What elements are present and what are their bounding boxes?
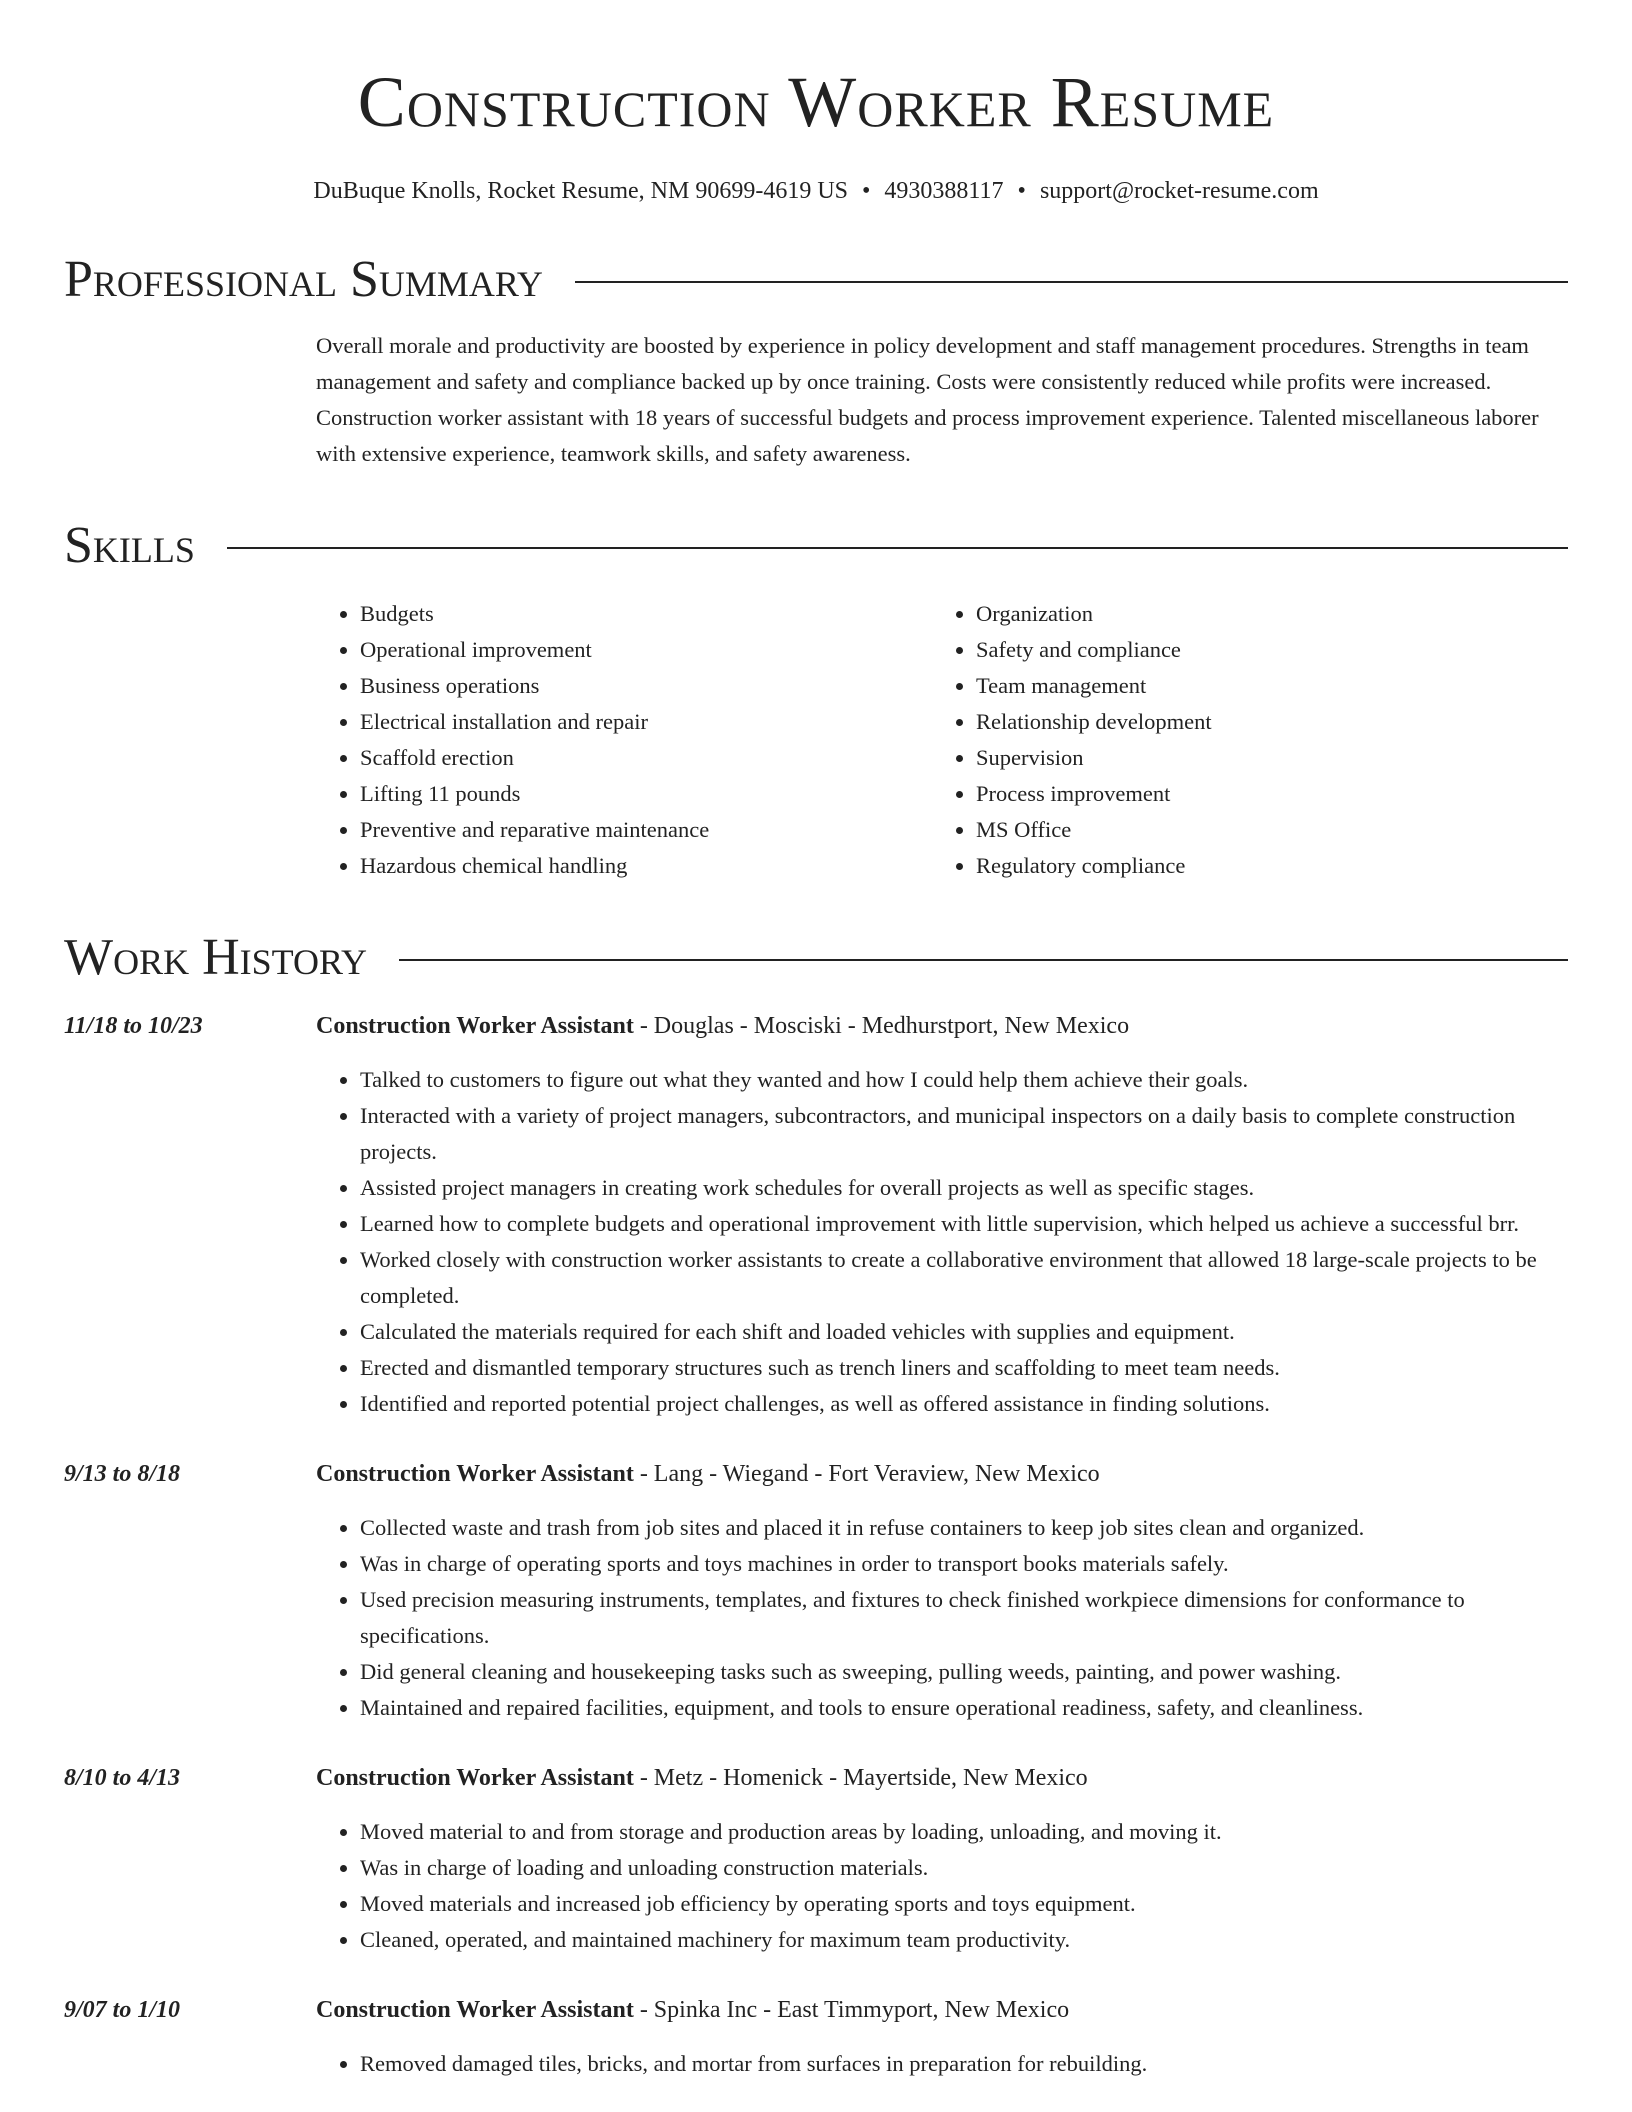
skills-column-right	[932, 596, 1548, 884]
job-bullets	[316, 1062, 1568, 1422]
job-header	[64, 1010, 1568, 1042]
resume-title: Construction Worker Resume	[357, 62, 1275, 142]
list-item: • Organization	[976, 596, 1548, 632]
job-entry	[64, 1458, 1568, 1726]
job-title: Construction Worker Assistant	[316, 1765, 634, 1791]
list-item: • Cleaned, operated, and maintained machinery for maximum team productivity.	[360, 1922, 1568, 1958]
work-heading: Work History	[64, 929, 368, 986]
list-item: • Preventive and reparative maintenance	[360, 812, 932, 848]
list-item: • Electrical installation and repair	[360, 704, 932, 740]
job-dates: 8/10 to 4/13	[64, 1765, 181, 1791]
section-divider	[399, 959, 1568, 961]
skills-section-header	[64, 516, 1568, 576]
job-title-line	[316, 1994, 1069, 2026]
job-bullet-list	[316, 1510, 1568, 1726]
list-item: • Interacted with a variety of project managers, subcontractors, and municipal inspectors on a daily basis to complete construction projects.	[360, 1098, 1568, 1170]
job-company: - Metz - Homenick - Mayertside, New Mexico	[633, 1765, 1088, 1791]
job-dates: 9/13 to 8/18	[64, 1461, 181, 1487]
list-item: • Lifting 11 pounds	[360, 776, 932, 812]
list-item: • Relationship development	[976, 704, 1548, 740]
job-title-line	[316, 1010, 1129, 1042]
job-bullets	[316, 1510, 1568, 1726]
contact-email: support@rocket-resume.com	[1039, 178, 1319, 204]
list-item: • Process improvement	[976, 776, 1548, 812]
skills-right-list	[932, 596, 1548, 884]
list-item: • Team management	[976, 668, 1548, 704]
section-divider	[227, 547, 1568, 549]
list-item: • Worked closely with construction worker assistants to create a collaborative environment that allowed 18 large-scale projects to be completed.	[360, 1242, 1568, 1314]
contact-separator: •	[1017, 178, 1026, 204]
job-company: - Douglas - Mosciski - Medhurstport, New Mexico	[633, 1013, 1130, 1039]
job-dates: 9/07 to 1/10	[64, 1997, 181, 2023]
summary-text: Overall morale and productivity are boosted by experience in policy development and staff management procedures. Strengths in team management and safety and compliance backed up by once training. Costs were consistently reduced while profits were increased. Construction worker assistant with 18 years of successful budgets and process improvement experience. Talented miscellaneous laborer with extensive experience, teamwork skills, and safety awareness.	[316, 333, 1539, 466]
list-item: • Operational improvement	[360, 632, 932, 668]
list-item: • Was in charge of operating sports and toys machines in order to transport books materials safely.	[360, 1546, 1568, 1582]
list-item: • Supervision	[976, 740, 1548, 776]
list-item: • Moved materials and increased job efficiency by operating sports and toys equipment.	[360, 1886, 1568, 1922]
job-title: Construction Worker Assistant	[316, 1013, 634, 1039]
job-entry	[64, 1762, 1568, 1958]
job-title-line	[316, 1762, 1088, 1794]
list-item: • Assisted project managers in creating work schedules for overall projects as well as specific stages.	[360, 1170, 1568, 1206]
contact-address: DuBuque Knolls, Rocket Resume, NM 90699-4619 US	[313, 178, 849, 204]
job-company: - Spinka Inc - East Timmyport, New Mexico	[633, 1997, 1070, 2023]
job-bullet-list	[316, 1062, 1568, 1422]
list-item: • Was in charge of loading and unloading construction materials.	[360, 1850, 1568, 1886]
list-item: • Talked to customers to figure out what they wanted and how I could help them achieve their goals.	[360, 1062, 1568, 1098]
list-item: • Scaffold erection	[360, 740, 932, 776]
summary-section-header	[64, 250, 1568, 310]
list-item: • Safety and compliance	[976, 632, 1548, 668]
contact-separator: •	[862, 178, 871, 204]
list-item: • MS Office	[976, 812, 1548, 848]
skills-heading: Skills	[64, 517, 195, 574]
contact-line	[64, 176, 1568, 206]
job-bullet-list	[316, 2046, 1568, 2082]
job-title-line	[316, 1458, 1100, 1490]
skills-left-list	[316, 596, 932, 884]
job-header	[64, 1994, 1568, 2026]
summary-heading: Professional Summary	[64, 251, 543, 308]
list-item: • Used precision measuring instruments, templates, and fixtures to check finished workpiece dimensions for conformance to specifications.	[360, 1582, 1568, 1654]
list-item: • Maintained and repaired facilities, equipment, and tools to ensure operational readiness, safety, and cleanliness.	[360, 1690, 1568, 1726]
job-bullets	[316, 1814, 1568, 1958]
list-item: • Budgets	[360, 596, 932, 632]
job-company: - Lang - Wiegand - Fort Veraview, New Mexico	[633, 1461, 1100, 1487]
skills-list	[316, 596, 1568, 884]
work-history-list	[64, 1010, 1568, 2082]
list-item: • Learned how to complete budgets and operational improvement with little supervision, which helped us achieve a successful brr.	[360, 1206, 1568, 1242]
job-header	[64, 1458, 1568, 1490]
job-title: Construction Worker Assistant	[316, 1461, 634, 1487]
skills-column-left	[316, 596, 932, 884]
job-header	[64, 1762, 1568, 1794]
job-bullets	[316, 2046, 1568, 2082]
job-bullet-list	[316, 1814, 1568, 1958]
job-title: Construction Worker Assistant	[316, 1997, 634, 2023]
list-item: • Erected and dismantled temporary structures such as trench liners and scaffolding to meet team needs.	[360, 1350, 1568, 1386]
job-dates: 11/18 to 10/23	[64, 1013, 203, 1039]
list-item: • Removed damaged tiles, bricks, and mortar from surfaces in preparation for rebuilding.	[360, 2046, 1568, 2082]
list-item: • Moved material to and from storage and production areas by loading, unloading, and moving it.	[360, 1814, 1568, 1850]
list-item: • Hazardous chemical handling	[360, 848, 932, 884]
list-item: • Identified and reported potential project challenges, as well as offered assistance in finding solutions.	[360, 1386, 1568, 1422]
contact-phone: 4930388117	[884, 178, 1004, 204]
job-entry	[64, 1994, 1568, 2082]
job-entry	[64, 1010, 1568, 1422]
list-item: • Did general cleaning and housekeeping tasks such as sweeping, pulling weeds, painting, and power washing.	[360, 1654, 1568, 1690]
work-section-header	[64, 928, 1568, 988]
list-item: • Calculated the materials required for each shift and loaded vehicles with supplies and equipment.	[360, 1314, 1568, 1350]
list-item: • Regulatory compliance	[976, 848, 1548, 884]
list-item: • Business operations	[360, 668, 932, 704]
section-divider	[575, 281, 1568, 283]
list-item: • Collected waste and trash from job sites and placed it in refuse containers to keep job sites clean and organized.	[360, 1510, 1568, 1546]
